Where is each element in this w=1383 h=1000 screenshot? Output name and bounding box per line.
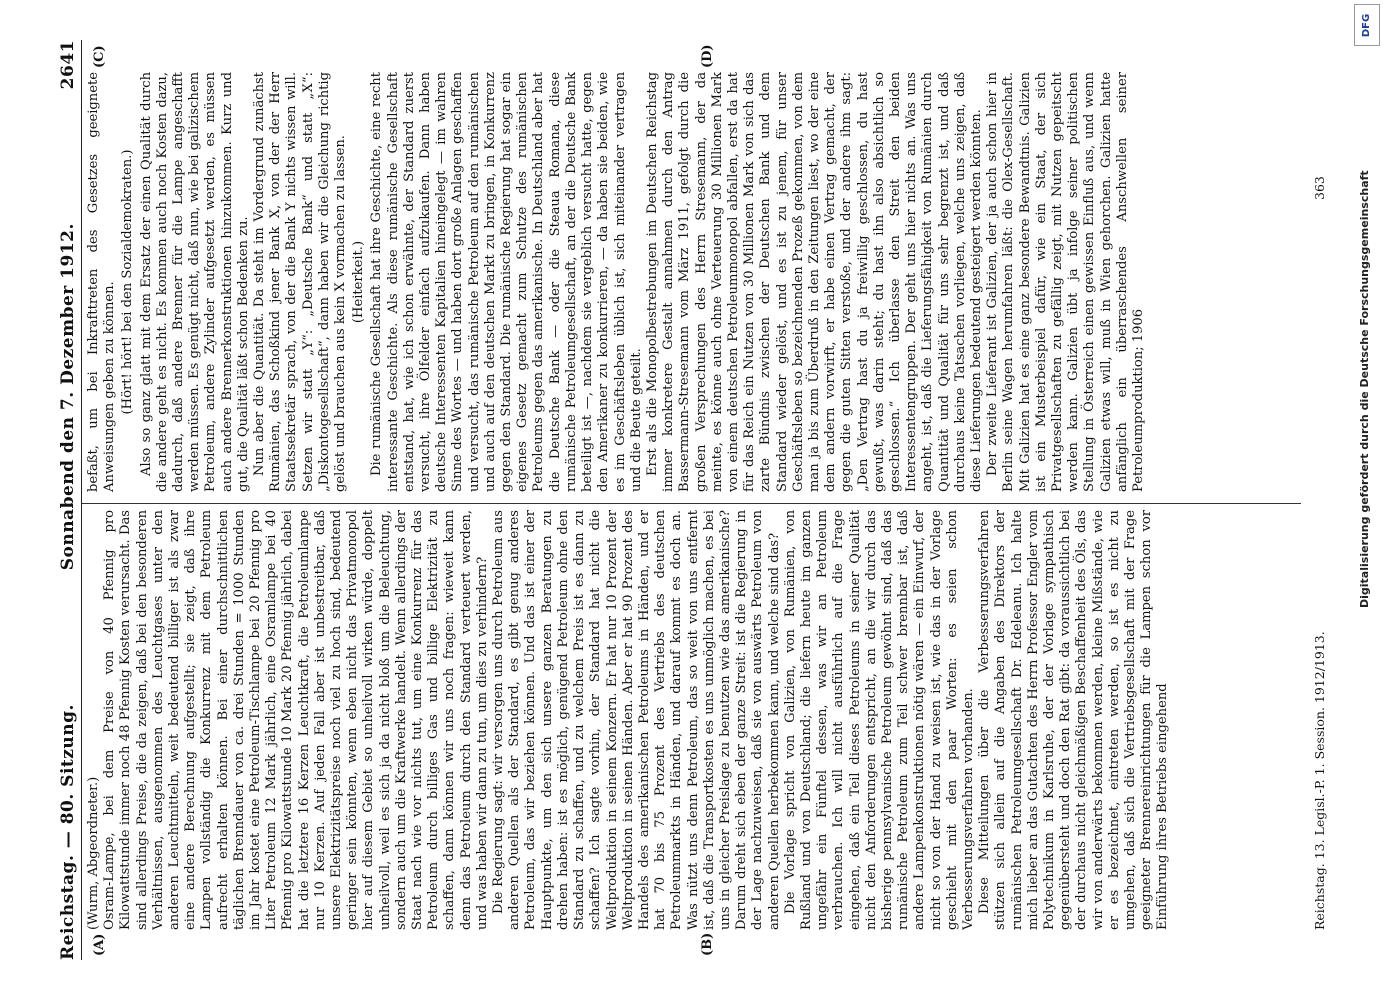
footer-page-number: 363 xyxy=(1312,176,1327,200)
page-header xyxy=(52,40,82,960)
header-date: Sonnabend den 7. Dezember 1912. xyxy=(58,223,78,571)
header-left: Reichstag. — 80. Sitzung. xyxy=(58,704,78,960)
footer-session: Reichstag. 13. Legisl.-P. 1. Session. 1912/1913. xyxy=(1312,631,1327,930)
dfg-logo-text: DFG xyxy=(1361,13,1373,37)
paragraph: Osram-Lampe, bei dem Preise von 40 Pfennig pro Kilowattstunde immer noch 48 Pfennig Kosten verursacht. Das sind allerdings Preise, die da zeigen, daß bei den besonderen Verhältnissen, ausgenommen des Leuchtgases unter den anderen Leuchtmitteln, weit bedeutend billiger ist als zwar eine andere Berechnung aufgestellt; sie zeigt, daß ihre Lampen vollständig die Konkurrenz mit dem Petroleum aufrecht erhalten können. Bei einer durchschnittlichen täglichen Brenndauer von ca. drei Stunden = 1000 Stunden im Jahr kostet eine Petroleum-Tischlampe bei 20 Pfennig pro Liter Petroleum 12 Mark jährlich, eine Osramlampe bei 40 Pfennig pro Kilowattstunde 10 Mark 20 Pfennig jährlich, dabei hat die letztere 16 Kerzen Leuchtkraft, die Petroleumlampe nur 10 Kerzen. Auf jeden Fall aber ist unbestreitbar, daß unsere Elektrizitätspreise noch viel zu hoch sind, bedeutend geringer sein könnten, wenn eben nicht das Privatmonopol hier auf diesem Gebiet so unheilvoll wirken würde, doppelt unheilvoll, weil es sich ja da nicht bloß um die Beleuchtung, sondern auch um die Kraftwerke handelt. Wenn allerdings der Staat nach wie vor nichts tut, um eine Konkurrenz für das Petroleum durch billiges Gas und billige Elektrizität zu schaffen, dann können wir uns noch fragen: wieweit kann denn das Petroleum durch den Standard verteuert werden, und was haben wir dann zu tun, um dies zu verhindern? xyxy=(102,510,490,930)
right-column xyxy=(86,72,1303,492)
margin-marker-c: (C) xyxy=(92,45,107,68)
left-column xyxy=(86,510,1303,930)
paragraph: Nun aber die Quantität. Da steht im Vordergrund zunächst Rumänien, das Schoßkind jener Bank X, von der der Herr Staatssekretär sprach, von der die Bank Y nichts wissen will. Setzen wir statt „Y“: „Deutsche Bank“ und statt „X“: „Diskontogesellschaft“, dann haben wir die Gleichung richtig gelöst und brauchen aus kein X vormachen zu lassen. xyxy=(252,72,349,492)
paragraph: befaßt, um bei Inkrafttreten des Gesetzes geeignete Anweisungen geben zu können. xyxy=(86,72,118,492)
paragraph: Die rumänische Gesellschaft hat ihre Geschichte, eine recht interessante Geschichte. Als diese rumänische Gesellschaft entstand, hat, wie ich schon erwähnte, der Standard zuerst versucht, ihre Ölfelder einfach aufzukaufen. Dann haben deutsche Interessenten Kapitalien hineingelegt — im wahren Sinne des Wortes — und haben dort große Anlagen geschaffen und versucht, das rumänische Petroleum auf den rumänischen und auch auf den deutschen Markt zu bringen, in Konkurrenz gegen den Standard. Die rumänische Regierung hat sogar ein eigenes Gesetz gemacht zum Schutze des rumänischen Petroleums gegen das amerikanische. In Deutschland aber hat die Deutsche Bank — oder die Steaua Romana, diese rumänische Petroleumgesellschaft, an der die Deutsche Bank beteiligt ist —, nachdem sie vergeblich versucht hatte, gegen den Amerikaner zu konkurrieren, — da haben sie beiden, wie es im Geschäftsleben üblich ist, sich miteinander vertragen und die Beute geteilt. xyxy=(369,72,644,492)
digitization-note xyxy=(1358,48,1374,608)
dfg-logo xyxy=(1354,4,1380,46)
margin-marker-d: (D) xyxy=(700,44,715,68)
margin-marker-a: (A) xyxy=(92,933,107,956)
paragraph: Der zweite Lieferant ist Galizien, der ja auch schon hier in Berlin seine Wagen herumfahren läßt: die Olex-Gesellschaft. Mit Galizien hat es eine ganz besondere Bewandtnis. Galizien ist ein Musterbeispiel dafür, wie ein Staat, der sich Privatgesellschaften zu gefällig zeigt, mit Nutzen gepeitscht werden kann. Galizien übt ja infolge seiner politischen Stellung in Österreich einen gewissen Einfluß aus, und wenn Galizien etwas will, muß in Wien gehorchen. Galizien hatte anfänglich ein überraschendes Anschwellen seiner Petroleumproduktion; 1906 xyxy=(985,72,1146,492)
paragraph: Also so ganz glatt mit dem Ersatz der einen Qualität durch die andere geht es nicht. Es kommen auch noch Kosten dazu, dadurch, daß andere Brenner für die Lampe angeschafft werden müssen. Es genügt nicht, daß nun, wie bei galizischem Petroleum, andere Zylinder aufgesetzt werden, es müssen auch andere Brennerkonstruktionen hinzukommen. Kurz und gut, die Qualität läßt schon Bedenken zu. xyxy=(138,72,251,492)
margin-marker-b: (B) xyxy=(700,932,715,956)
paragraph: Die Vorlage spricht von Galizien, von Rumänien, von Rußland und von Deutschland; die liefern heute im ganzen ungefähr ein Fünftel dessen, was wir an Petroleum verbrauchen. Ich will nicht ausführlich auf die Frage eingehen, daß ein Teil dieses Petroleums in seiner Qualität nicht den Anforderungen entspricht, an die wir durch das bisherige pennsylvanische Petroleum gewöhnt sind, daß das rumänische Petroleum zum Teil schwer brennbar ist, daß andere Lampenkonstruktionen nötig wären — ein Einwurf, der nicht so von der Hand zu weisen ist, wie das in der Vorlage geschieht mit den paar Worten: es seien schon Verbesserungsverfahren vorhanden. xyxy=(782,510,976,930)
speaker-note: (Wurm, Abgeordneter.) xyxy=(86,776,101,930)
paragraph: Erst als die Monopolbestrebungen im Deutschen Reichstag immer konkretere Gestalt annahmen durch den Antrag Bassermann-Stresemann vom März 1911, gefolgt durch die großen Versprechungen des Herrn Stresemann, der da meinte, es könne auch ohne Verteuerung 30 Millionen Mark von einem deutschen Petroleummonopol abfallen, erst da hat für das Reich ein Nutzen von 30 Millionen Mark von sich das zarte Bündnis zwischen der Deutschen Bank und dem Standard wieder gelöst, und es ist zu jenem, für unser Geschäftsleben so bezeichnenden Prozeß gekommen, von dem man ja bis zum Überdruß in den Zeitungen liest, wo der eine dem andern vorwirft, er habe einen Vertrag gemacht, der gegen die guten Sitten verstoße, und der andere ihm sagt: „Den Vertrag hast du ja freiwillig geschlossen, du hast gewußt, was darin steht; du hast ihn also absichtlich so geschlossen.“ Ich überlasse den Streit den beiden Interessentengruppen. Der geht uns hier nichts an. Was uns angeht, ist, daß die Lieferungsfähigkeit von Rumänien durch Quantität und Qualität für uns sehr begrenzt ist, und daß durchaus keine Tatsachen vorliegen, welche uns zeigen, daß diese Lieferungen bedeutend gesteigert werden könnten. xyxy=(644,72,984,492)
interjection: (Heiterkeit.) xyxy=(351,240,367,324)
column-divider xyxy=(82,503,1301,504)
digitization-note-text: Digitalisierung gefördert durch die Deutsche Forschungsgemeinschaft xyxy=(1358,170,1371,608)
header-page-number: 2641 xyxy=(58,40,78,90)
paragraph: Die Regierung sagt: wir versorgen uns durch Petroleum aus anderen Quellen als der Standard, es gibt genug anderes Petroleum, das wir beziehen können. Und das ist einer der Hauptpunkte, um den sich unsere ganzen Beratungen zu drehen haben: ist es möglich, genügend Petroleum ohne den Standard zu schaffen, und zu welchem Preis ist es dann zu schaffen? Ich sagte vorhin, der Standard hat nicht die Weltproduktion in seinem Konzern. Er hat nur 10 Prozent der Weltproduktion in seinen Händen. Aber er hat 90 Prozent des Handels des amerikanischen Petroleums in Händen, und er hat 70 bis 75 Prozent des Vertriebs des deutschen Petroleummarkts in Händen, und darauf kommt es doch an. Was nützt uns denn Petroleum, das so weit von uns entfernt ist, daß die Transportkosten es uns unmöglich machen, es bei uns in gleicher Preislage zu benutzen wie das amerikanische? Darum dreht sich eben der ganze Streit: ist die Regierung in der Lage nachzuweisen, daß sie von auswärts Petroleum von anderen Quellen herbekommen kann, und welche sind das? xyxy=(491,510,782,930)
interjection: (Hört! hört! bei den Sozialdemokraten.) xyxy=(120,149,136,415)
paragraph: Diese Mitteilungen über die Verbesserungsverfahren stützen sich allein auf die Angaben des Direktors der rumänischen Petroleumgesellschaft Dr. Edeleanu. Ich halte mich lieber an das Gutachten des Herrn Professor Engler vom Polytechnikum in Karlsruhe, der der Vorlage sympathisch gegenübersteht und doch den Rat gibt: da voraussichtlich bei der durchaus nicht gleichmäßigen Beschaffenheit des Öls, das wir von anderwärts bekommen werden, kleine Mißstände, wie er es bezeichnet, eintreten werden, so ist es nicht zu umgehen, daß sich die Vertriebsgesellschaft mit der Frage geeigneter Brennereinrichtungen für die Lampen schon vor Einführung ihres Betriebs eingehend xyxy=(977,510,1171,930)
